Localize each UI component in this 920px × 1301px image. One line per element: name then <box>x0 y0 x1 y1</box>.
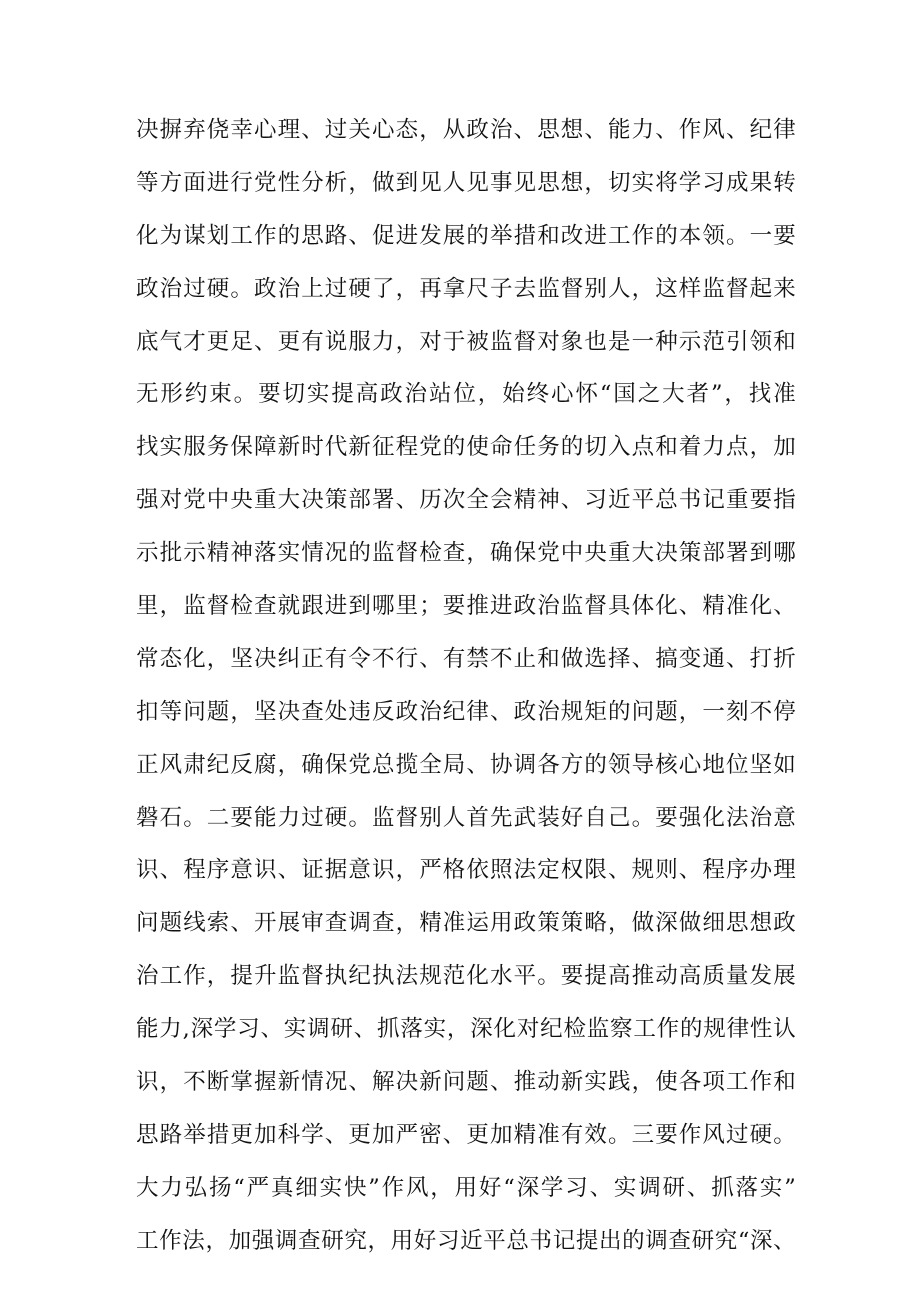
paragraph-line-6: 无形约束。要切实提高政治站位，始终心怀“国之大者”，找准 <box>136 381 796 408</box>
paragraph-line-20: 思路举措更加科学、更加严密、更加精准有效。三要作风过硬。 <box>136 1121 796 1148</box>
paragraph-line-10: 里，监督检查就跟进到哪里；要推进政治监督具体化、精准化、 <box>136 593 796 620</box>
body-paragraph <box>136 104 796 1268</box>
paragraph-line-14: 磐石。二要能力过硬。监督别人首先武装好自己。要强化法治意 <box>136 804 796 831</box>
paragraph-line-17: 治工作，提升监督执纪执法规范化水平。要提高推动高质量发展 <box>136 963 796 990</box>
paragraph-line-18: 能力,深学习、实调研、抓落实，深化对纪检监察工作的规律性认 <box>136 1016 796 1043</box>
paragraph-line-19: 识，不断掌握新情况、解决新问题、推动新实践，使各项工作和 <box>136 1069 796 1096</box>
paragraph-line-12: 扣等问题，坚决查处违反政治纪律、政治规矩的问题，一刻不停 <box>136 698 796 725</box>
paragraph-line-1: 决摒弃侥幸心理、过关心态，从政治、思想、能力、作风、纪律 <box>136 117 796 143</box>
paragraph-line-22: 工作法，加强调查研究，用好习近平总书记提出的调查研究“深、 <box>136 1227 796 1254</box>
paragraph-line-13: 正风肃纪反腐，确保党总揽全局、协调各方的领导核心地位坚如 <box>136 751 796 778</box>
paragraph-line-11: 常态化，坚决纠正有令不行、有禁不止和做选择、搞变通、打折 <box>136 645 796 672</box>
paragraph-line-7: 找实服务保障新时代新征程党的使命任务的切入点和着力点，加 <box>136 434 796 461</box>
paragraph-line-16: 问题线索、开展审查调查，精准运用政策策略，做深做细思想政 <box>136 910 796 937</box>
paragraph-line-3: 化为谋划工作的思路、促进发展的举措和改进工作的本领。一要 <box>136 222 796 249</box>
paragraph-line-9: 示批示精神落实情况的监督检查，确保党中央重大决策部署到哪 <box>136 540 796 567</box>
paragraph-line-15: 识、程序意识、证据意识，严格依照法定权限、规则、程序办理 <box>136 857 796 884</box>
paragraph-line-2: 等方面进行党性分析，做到见人见事见思想，切实将学习成果转 <box>136 169 796 196</box>
paragraph-line-4: 政治过硬。政治上过硬了，再拿尺子去监督别人，这样监督起来 <box>136 275 796 302</box>
paragraph-line-8: 强对党中央重大决策部署、历次全会精神、习近平总书记重要指 <box>136 487 796 514</box>
paragraph-line-21: 大力弘扬“严真细实快”作风，用好“深学习、实调研、抓落实” <box>136 1174 796 1201</box>
paragraph-line-5: 底气才更足、更有说服力，对于被监督对象也是一种示范引领和 <box>136 328 796 355</box>
